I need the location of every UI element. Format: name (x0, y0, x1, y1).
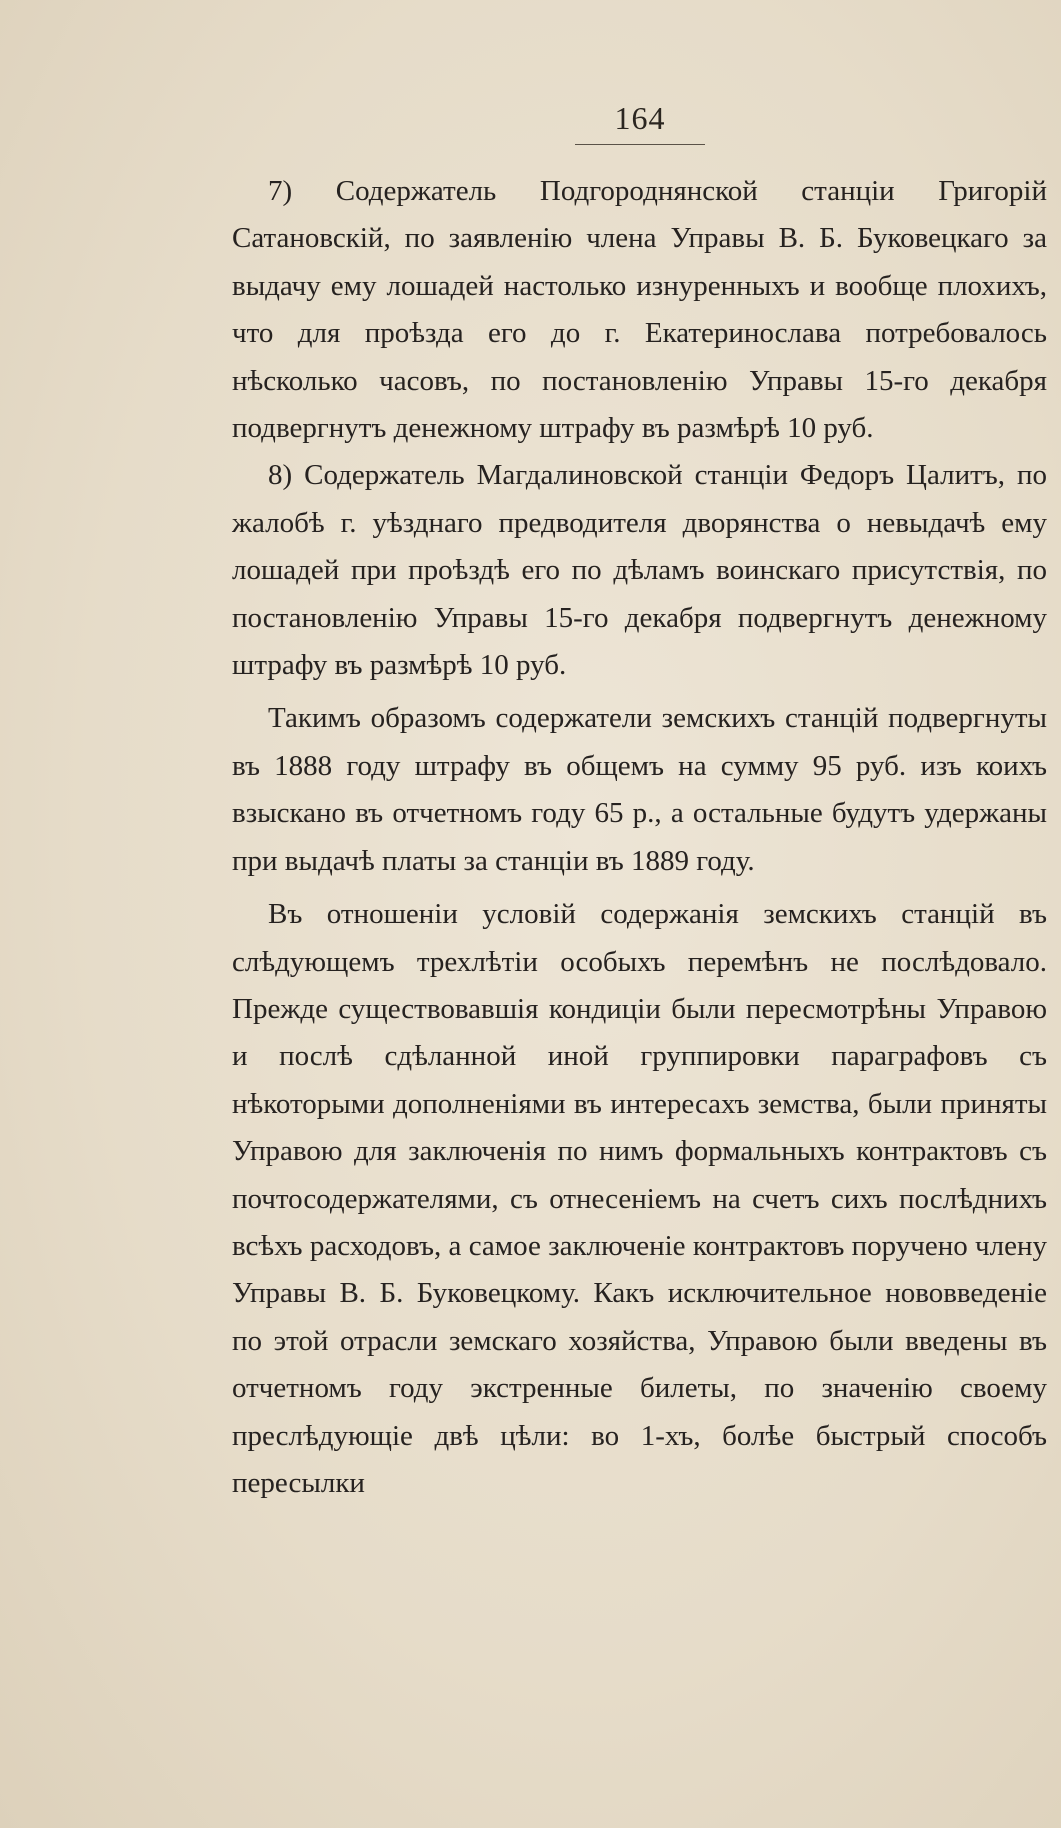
paragraph-item-7: 7) Содержатель Подгороднянской станціи Григорій Сатановскій, по заявленію члена Управы В. Б. Буковецкаго за выдачу ему лошадей настолько изнуренныхъ и вообще плохихъ, что для проѣзда его до г. Екатеринослава потребовалось нѣсколько часовъ, по постановленію Управы 15-го декабря подвергнутъ денежному штрафу въ размѣрѣ 10 руб. (232, 175, 1047, 445)
paragraph-item-8: 8) Содержатель Магдалиновской станціи Федоръ Цалитъ, по жалобѣ г. уѣзднаго предводителя дворянства о невыдачѣ ему лошадей при проѣздѣ его по дѣламъ воинскаго присутствія, по постановленію Управы 15-го декабря подвергнутъ денежному штрафу въ размѣрѣ 10 руб. (232, 459, 1047, 682)
body-text (232, 168, 1047, 1507)
page-number: 164 (614, 100, 666, 136)
paragraph-fines-summary: Такимъ образомъ содержатели земскихъ станцій подвергнуты въ 1888 году штрафу въ общемъ на сумму 95 руб. изъ коихъ взыскано въ отчетномъ году 65 р., а остальные будутъ удержаны при выдачѣ платы за станціи въ 1889 году. (232, 702, 1047, 877)
page-number-rule (575, 144, 705, 145)
paragraph-station-conditions: Въ отношеніи условій содержанія земскихъ станцій въ слѣдующемъ трехлѣтіи особыхъ перемѣнъ не послѣдовало. Прежде существовавшія кондиціи были пересмотрѣны Управою и послѣ сдѣланной иной группировки параграфовъ съ нѣкоторыми дополненіями въ интересахъ земства, были приняты Управою для заключенія по нимъ формальныхъ контрактовъ съ почтосодержателями, съ отнесеніемъ на счетъ сихъ послѣднихъ всѣхъ расходовъ, а самое заключеніе контрактовъ поручено члену Управы В. Б. Буковецкому. Какъ исключительное нововведеніе по этой отрасли земскаго хозяйства, Управою были введены въ отчетномъ году экстренные билеты, по значенію своему преслѣдующіе двѣ цѣли: во 1-хъ, болѣе быстрый способъ пересылки (232, 898, 1047, 1499)
